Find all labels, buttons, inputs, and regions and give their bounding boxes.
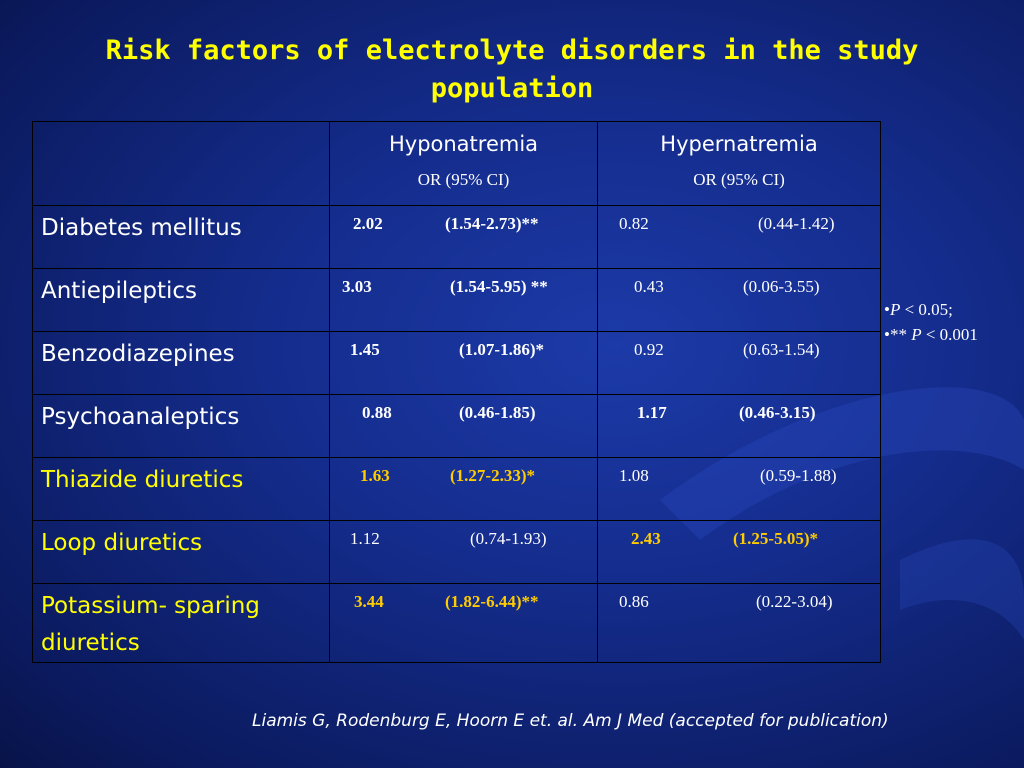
header-empty-cell [33,122,330,206]
header-row [33,122,881,206]
row-label: Psychoanaleptics [41,404,240,430]
note-p005: •P < 0.05; [884,300,953,319]
hyper-or: 0.43 [634,277,664,296]
table-row [33,584,881,663]
hypo-or: 0.88 [362,403,392,422]
hypo-ci: (1.54-2.73)** [445,214,539,233]
hypo-or: 1.12 [350,529,380,548]
hypo-or: 3.03 [342,277,372,296]
hyper-ci: (1.25-5.05)* [733,529,818,548]
slide-title: Risk factors of electrolyte disorders in the study population [105,35,919,104]
hyper-ci: (0.46-3.15) [739,403,816,422]
header-hypernatremia-label: Hypernatremia [660,132,818,156]
table-row [33,206,881,269]
table-row [33,458,881,521]
hyper-ci: (0.06-3.55) [743,277,820,296]
table-row [33,332,881,395]
row-label: Potassium- sparing diuretics [41,593,260,656]
hyper-ci: (0.44-1.42) [758,214,835,233]
row-label: Antiepileptics [41,278,198,304]
hyper-or: 0.92 [634,340,664,359]
hypo-or: 2.02 [353,214,383,233]
hyper-or: 2.43 [631,529,661,548]
hypo-ci: (0.46-1.85) [459,403,536,422]
header-hyponatremia [330,122,598,206]
table-row [33,395,881,458]
header-hypernatremia [598,122,881,206]
row-label: Loop diuretics [41,530,203,556]
hypo-ci: (1.82-6.44)** [445,592,539,611]
hypo-ci: (0.74-1.93) [470,529,547,548]
header-hyponatremia-label: Hyponatremia [388,132,539,156]
table-row [33,521,881,584]
hyper-ci: (0.22-3.04) [756,592,833,611]
hypo-ci: (1.54-5.95) ** [450,277,548,296]
hypo-ci: (1.07-1.86)* [459,340,544,359]
hypo-ci: (1.27-2.33)* [450,466,535,485]
hyper-ci: (0.63-1.54) [743,340,820,359]
hyper-or: 1.17 [637,403,667,422]
row-label: Benzodiazepines [41,341,235,367]
hypo-or: 1.45 [350,340,380,359]
row-label: Diabetes mellitus [41,215,242,241]
hyper-or: 0.82 [619,214,649,233]
row-label: Thiazide diuretics [41,467,244,493]
significance-notes [884,297,978,347]
citation: Liamis G, Rodenburg E, Hoorn E et. al. Am J Med (accepted for publication) [252,711,889,731]
header-hypernatremia-sub: OR (95% CI) [693,170,785,189]
note-p0001: •** P < 0.001 [884,325,978,344]
header-hyponatremia-sub: OR (95% CI) [417,170,510,189]
table-row [33,269,881,332]
hyper-or: 0.86 [619,592,649,611]
hypo-or: 3.44 [354,592,384,611]
risk-factors-table [32,121,881,663]
hypo-or: 1.63 [360,466,390,485]
hyper-ci: (0.59-1.88) [760,466,837,485]
hyper-or: 1.08 [619,466,649,485]
